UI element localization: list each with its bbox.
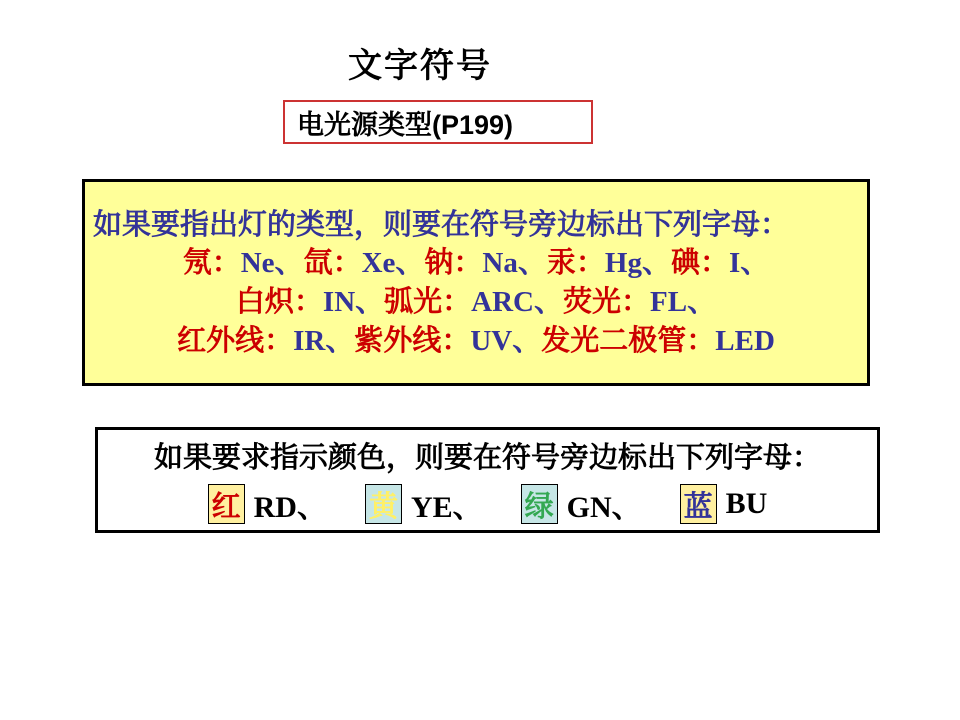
page-title: 文字符号 [348,48,492,85]
lamp-type-box [82,179,870,386]
term-zh: 钠： [424,247,483,279]
red-color-chip [208,484,245,524]
term-code: IN、 [322,286,385,318]
term-code: Xe、 [361,247,425,279]
term-code: FL、 [650,286,717,318]
chip-code: BU [725,487,768,520]
term-zh: 荧光： [563,286,651,318]
term-zh: 红外线： [177,325,294,357]
term-code: Na、 [482,247,547,279]
term-zh: 汞： [546,247,605,279]
lamp-type-line-3 [85,322,867,361]
color-entry-yellow [365,482,483,526]
lamp-type-line-2 [85,283,867,322]
color-entry-red [208,482,327,526]
chip-char: 黄 [368,490,398,523]
term-zh: 氙： [303,247,362,279]
term-zh: 氖： [182,247,241,279]
subtitle-label: 电光源类型(P199) [297,109,514,140]
color-entry-blue [680,484,768,524]
term-zh: 紫外线： [354,325,471,357]
lamp-type-intro: 如果要指出灯的类型，则要在符号旁边标出下列字母： [93,209,790,241]
term-zh: 弧光： [384,286,472,318]
term-zh: 发光二极管： [541,325,716,357]
blue-color-chip [680,484,717,524]
subtitle-box [283,100,593,144]
term-code: I、 [728,247,770,279]
term-code: Ne、 [240,247,304,279]
term-zh: 碘： [670,247,729,279]
term-code: IR、 [293,325,355,357]
chip-char: 红 [211,490,241,523]
color-entry-green [521,482,642,526]
chip-char: 绿 [524,490,554,523]
term-code: Hg、 [604,247,671,279]
chip-code: RD、 [253,491,327,524]
lamp-type-line-1 [85,244,867,283]
color-code-box [95,427,880,533]
chip-code: YE、 [410,491,483,524]
color-chips-row [98,482,877,526]
green-color-chip [521,484,558,524]
chip-code: GN、 [566,491,642,524]
term-code: ARC、 [471,286,564,318]
color-code-intro: 如果要求指示颜色，则要在符号旁边标出下列字母： [153,442,821,474]
term-zh: 白炽： [235,286,323,318]
term-code: LED [715,325,775,357]
term-code: UV、 [470,325,542,357]
yellow-color-chip [365,484,402,524]
chip-char: 蓝 [683,490,713,523]
